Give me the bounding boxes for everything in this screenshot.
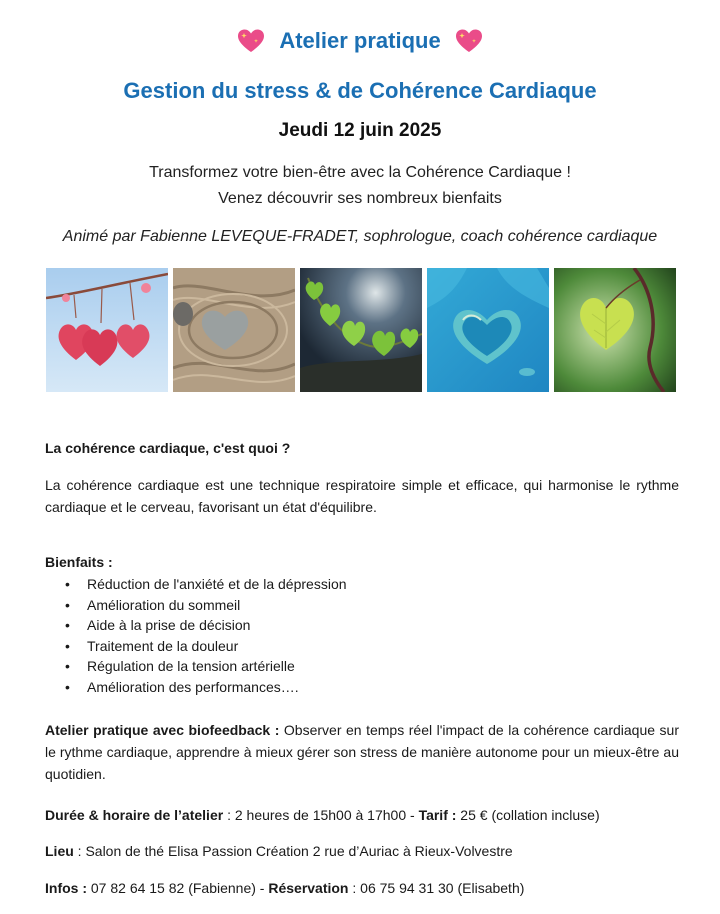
place-line bbox=[45, 840, 685, 862]
benefits-heading: Bienfaits : bbox=[45, 554, 113, 570]
tagline-line-1: Transformez votre bien-être avec la Cohérence Cardiaque ! bbox=[149, 164, 571, 181]
benefit-text: Traitement de la douleur bbox=[87, 637, 239, 654]
duration-line bbox=[45, 804, 685, 826]
bullet: • bbox=[65, 658, 70, 675]
section-heading-what: La cohérence cardiaque, c'est quoi ? bbox=[45, 440, 291, 456]
tagline bbox=[0, 160, 720, 212]
duration-value: : 2 heures de 15h00 à 17h00 - bbox=[223, 807, 419, 823]
bullet: • bbox=[65, 576, 70, 592]
bullet: • bbox=[65, 596, 70, 613]
place-label: Lieu bbox=[45, 843, 74, 859]
heart-leaf-photo bbox=[554, 268, 676, 392]
sparkling-heart-icon bbox=[455, 28, 483, 54]
page-title: Atelier pratique bbox=[279, 28, 441, 53]
price-value: 25 € (collation incluse) bbox=[456, 807, 600, 823]
stone-heart-sand-photo bbox=[173, 268, 295, 392]
event-date: Jeudi 12 juin 2025 bbox=[278, 120, 442, 141]
bullet: • bbox=[65, 637, 70, 654]
bullet: • bbox=[65, 617, 70, 634]
benefits-list bbox=[45, 574, 347, 698]
section-text-what: La cohérence cardiaque est une technique respiratoire simple et efficace, qui harmonise le rythme cardiaque et le cerveau, favorisant un état d'équilibre. bbox=[45, 477, 679, 515]
infos-label: Infos : bbox=[45, 880, 87, 896]
list-item bbox=[45, 677, 347, 698]
contact-line bbox=[45, 877, 685, 899]
benefit-text: Amélioration du sommeil bbox=[87, 596, 241, 613]
list-item bbox=[45, 636, 347, 657]
booking-value: : 06 75 94 31 30 (Elisabeth) bbox=[348, 880, 525, 896]
booking-label: Réservation bbox=[268, 880, 349, 896]
list-item bbox=[45, 574, 347, 595]
place-value: : Salon de thé Elisa Passion Création 2 rue d’Auriac à Rieux-Volvestre bbox=[73, 843, 513, 859]
animator-line: Animé par Fabienne LEVEQUE-FRADET, sophrologue, coach cohérence cardiaque bbox=[62, 228, 658, 245]
workshop-text: Observer en temps réel l'impact de la cohérence cardiaque sur le rythme cardiaque, apprendre à mieux gérer son stress de manière autonome pour un mieux-être au quotidien. bbox=[45, 722, 680, 782]
list-item bbox=[45, 595, 347, 616]
duration-label: Durée & horaire de l’atelier bbox=[45, 807, 224, 823]
photo-strip bbox=[46, 268, 678, 392]
pink-hearts-flowers-photo bbox=[46, 268, 168, 392]
benefit-text: Réduction de l'anxiété et de la dépression bbox=[87, 576, 347, 592]
bullet: • bbox=[65, 678, 70, 695]
green-heart-leaves-photo bbox=[300, 268, 422, 392]
benefit-text: Régulation de la tension artérielle bbox=[87, 658, 295, 675]
benefit-text: Aide à la prise de décision bbox=[87, 617, 251, 634]
workshop-label: Atelier pratique avec biofeedback : bbox=[45, 722, 280, 738]
subtitle: Gestion du stress & de Cohérence Cardiaque bbox=[123, 78, 597, 103]
infos-value: 07 82 64 15 82 (Fabienne) - bbox=[87, 880, 269, 896]
tagline-line-2: Venez découvrir ses nombreux bienfaits bbox=[218, 190, 502, 207]
sparkling-heart-icon bbox=[237, 28, 265, 54]
workshop-paragraph bbox=[45, 719, 679, 785]
price-label: Tarif : bbox=[418, 807, 457, 823]
list-item bbox=[45, 615, 347, 636]
benefit-text: Amélioration des performances…. bbox=[87, 678, 299, 695]
list-item bbox=[45, 656, 347, 677]
heart-reef-ocean-photo bbox=[427, 268, 549, 392]
title-row bbox=[0, 28, 720, 54]
